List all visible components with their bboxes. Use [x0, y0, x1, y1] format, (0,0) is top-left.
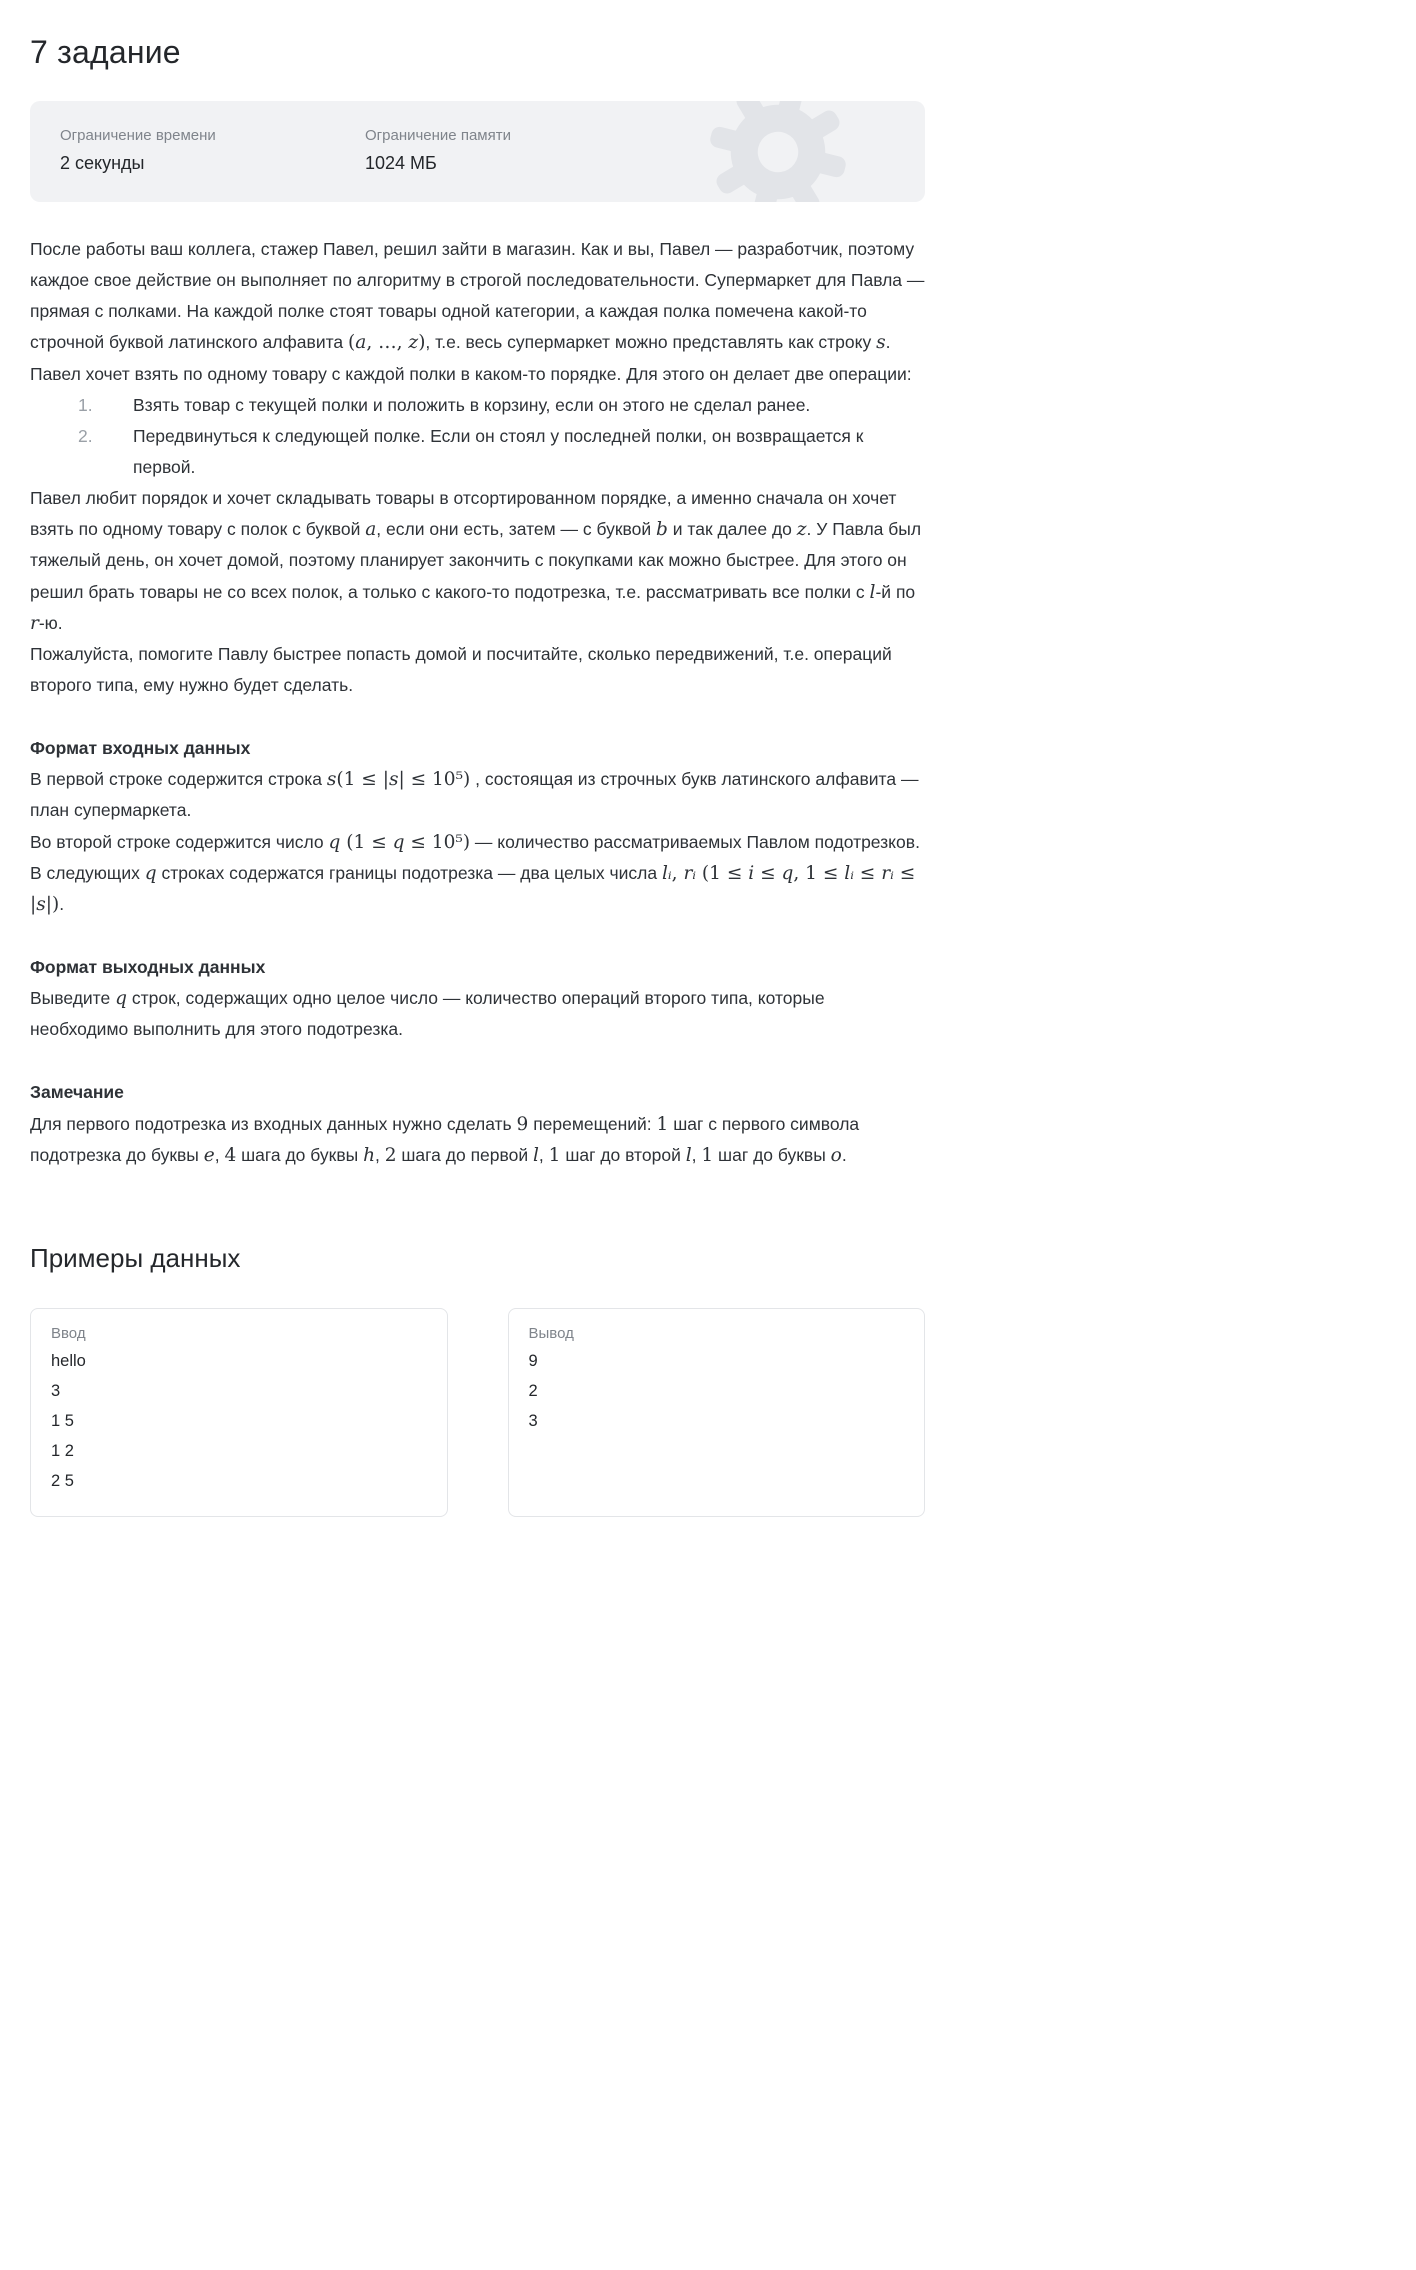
- math-segment: 1: [656, 1113, 669, 1135]
- math-segment: s: [388, 769, 399, 791]
- math-segment: , 1 ≤: [793, 862, 845, 884]
- list-item-1: [30, 390, 925, 421]
- output-format-heading: Формат выходных данных: [30, 956, 266, 977]
- text-segment: -й по: [875, 581, 916, 602]
- text-segment: Павел любит порядок и хочет складывать товары в отсортированном порядке, а именно сначала он хочет взять по одному товару с полок с буквой: [30, 488, 897, 540]
- list-item-text: Взять товар с текущей полки и положить в корзину, если он этого не сделал ранее.: [133, 394, 811, 415]
- text-segment: .: [59, 893, 65, 914]
- math-segment: q: [392, 831, 405, 853]
- examples-heading: Примеры данных: [30, 1242, 241, 1273]
- example-line: 2 5: [51, 1471, 74, 1490]
- math-segment: |): [45, 893, 60, 915]
- math-segment: 1: [701, 1144, 714, 1166]
- example-line: 9: [528, 1351, 538, 1370]
- statement-paragraph-4: Пожалуйста, помогите Павлу быстрее попасть домой и посчитайте, сколько передвижений, т.е. операций второго типа, ему нужно будет сделать.: [30, 643, 892, 695]
- math-segment: s: [36, 893, 46, 915]
- math-segment: , …,: [366, 332, 409, 354]
- text-segment: ,: [691, 1144, 702, 1165]
- math-segment: s: [876, 332, 886, 354]
- text-segment: шаг с первого символа подотрезка до буквы: [30, 1113, 860, 1165]
- list-item-number: 1.: [78, 394, 93, 415]
- math-segment: z: [408, 332, 419, 354]
- math-segment: q: [115, 988, 127, 1010]
- example-line: 1 2: [51, 1441, 74, 1460]
- operations-list: [30, 390, 925, 483]
- text-segment: шаг до буквы: [713, 1144, 831, 1165]
- math-segment: (1 ≤: [696, 862, 749, 884]
- text-segment: строках содержатся границы подотрезка — два целых числа: [156, 862, 662, 883]
- math-segment: e: [203, 1144, 215, 1166]
- input-format-paragraph-3: [30, 858, 925, 920]
- example-line: 3: [51, 1381, 61, 1400]
- math-segment: 1: [548, 1144, 561, 1166]
- math-segment: q: [144, 862, 157, 884]
- text-segment: В первой строке содержится строка: [30, 769, 327, 790]
- math-segment: s: [326, 769, 337, 791]
- math-segment: | ≤ 10⁵): [398, 769, 471, 791]
- statement-paragraph-3: [30, 483, 925, 639]
- math-segment: i: [748, 862, 755, 884]
- math-segment: ≤ 10⁵): [404, 831, 471, 853]
- math-segment: ): [418, 332, 426, 354]
- problem-statement: [30, 234, 925, 1171]
- statement-paragraph-2: Павел хочет взять по одному товару с каждой полки в каком-то порядке. Для этого он делает две операции:: [30, 363, 912, 384]
- math-segment: q: [328, 831, 341, 853]
- math-segment: 9: [516, 1113, 529, 1135]
- math-segment: (1 ≤: [340, 831, 393, 853]
- math-segment: h: [363, 1144, 375, 1166]
- math-segment: (: [348, 332, 356, 354]
- text-segment: — количество рассматриваемых Павлом подотрезков.: [470, 831, 920, 852]
- math-segment: o: [830, 1144, 842, 1166]
- text-segment: перемещений:: [528, 1113, 657, 1134]
- math-segment: rᵢ: [683, 862, 697, 884]
- list-item-2: [30, 421, 925, 483]
- note-heading: Замечание: [30, 1082, 124, 1103]
- text-segment: шаг до второй: [560, 1144, 686, 1165]
- text-segment: -ю.: [38, 612, 63, 633]
- math-segment: z: [796, 519, 807, 541]
- memory-limit-label: Ограничение памяти: [365, 127, 511, 144]
- memory-limit-value: 1024 МБ: [365, 153, 437, 173]
- list-item-number: 2.: [78, 425, 93, 446]
- math-segment: ≤ |: [30, 862, 916, 915]
- math-segment: b: [656, 519, 668, 541]
- math-segment: ,: [671, 862, 684, 884]
- gear-icon: [687, 101, 869, 202]
- example-line: 2: [528, 1381, 538, 1400]
- text-segment: В следующих: [30, 862, 145, 883]
- text-segment: Для первого подотрезка из входных данных нужно сделать: [30, 1113, 517, 1134]
- text-segment: , т.е. весь супермаркет можно представлять как строку: [425, 332, 877, 353]
- time-limit-value: 2 секунды: [60, 153, 145, 173]
- text-segment: и так далее до: [667, 519, 797, 540]
- text-segment: После работы ваш коллега, стажер Павел, решил зайти в магазин. Как и вы, Павел — разработчик, поэтому каждое свое действие он выполняет по алгоритму в строгой последовательности. Супермаркет для Павла — прямая с полками. На каждой полке стоят товары одной категории, а каждая полка помечена какой-то строчной буквой латинского алфавита: [30, 239, 925, 353]
- math-segment: l: [685, 1144, 692, 1166]
- text-segment: .: [885, 332, 891, 353]
- text-segment: Выведите: [30, 988, 116, 1009]
- example-output-lines: [529, 1346, 905, 1436]
- math-segment: 4: [224, 1144, 237, 1166]
- math-segment: ≤: [754, 862, 782, 884]
- math-segment: lᵢ: [844, 862, 854, 884]
- math-segment: a: [365, 519, 377, 541]
- example-line: 1 5: [51, 1411, 74, 1430]
- text-segment: шага до первой: [396, 1144, 533, 1165]
- page-title: 7 задание: [30, 34, 181, 70]
- time-limit-label: Ограничение времени: [60, 127, 216, 144]
- example-output-box: [508, 1308, 926, 1517]
- time-limit: [60, 127, 365, 174]
- memory-limit: [365, 127, 511, 174]
- input-format-paragraph-1: [30, 764, 925, 826]
- math-segment: 2: [384, 1144, 397, 1166]
- math-segment: l: [532, 1144, 539, 1166]
- note-paragraph-1: [30, 1109, 925, 1171]
- text-segment: .: [841, 1144, 847, 1165]
- problem-page: [0, 0, 925, 1587]
- output-format-paragraph-1: [30, 983, 925, 1045]
- math-segment: lᵢ: [662, 862, 672, 884]
- text-segment: , состоящая из строчных букв латинского алфавита — план супермаркета.: [30, 769, 919, 821]
- text-segment: Во второй строке содержится число: [30, 831, 329, 852]
- text-segment: ,: [538, 1144, 549, 1165]
- text-segment: шага до буквы: [236, 1144, 364, 1165]
- example-output-label: Вывод: [528, 1324, 574, 1342]
- text-segment: , если они есть, затем — с буквой: [376, 519, 657, 540]
- example-input-lines: [51, 1346, 427, 1496]
- math-segment: r: [30, 612, 39, 634]
- example-input-box: [30, 1308, 448, 1517]
- limits-panel: [30, 101, 925, 202]
- input-format-paragraph-2: [30, 827, 925, 858]
- text-segment: . У Павла был тяжелый день, он хочет домой, поэтому планирует закончить с покупками как можно быстрее. Для этого он решил брать товары не со всех полок, а только с какого-то подотрезка, т.е. рассматривать все полки с: [30, 519, 922, 602]
- math-segment: a: [355, 332, 367, 354]
- math-segment: l: [869, 581, 876, 603]
- math-segment: q: [781, 862, 794, 884]
- text-segment: ,: [214, 1144, 225, 1165]
- math-segment: ≤: [853, 862, 882, 884]
- example-line: 3: [528, 1411, 538, 1430]
- text-segment: строк, содержащих одно целое число — количество операций второго типа, которые необходимо выполнить для этого подотрезка.: [30, 988, 825, 1040]
- text-segment: ,: [375, 1144, 385, 1165]
- statement-paragraph-1: [30, 234, 925, 359]
- example-input-label: Ввод: [51, 1324, 86, 1342]
- input-format-heading: Формат входных данных: [30, 738, 251, 759]
- math-segment: rᵢ: [881, 862, 894, 884]
- examples-section: [30, 1308, 925, 1517]
- list-item-text: Передвинуться к следующей полке. Если он стоял у последней полки, он возвращается к первой.: [133, 425, 864, 477]
- math-segment: (1 ≤ |: [336, 769, 389, 791]
- example-line: hello: [51, 1351, 86, 1370]
